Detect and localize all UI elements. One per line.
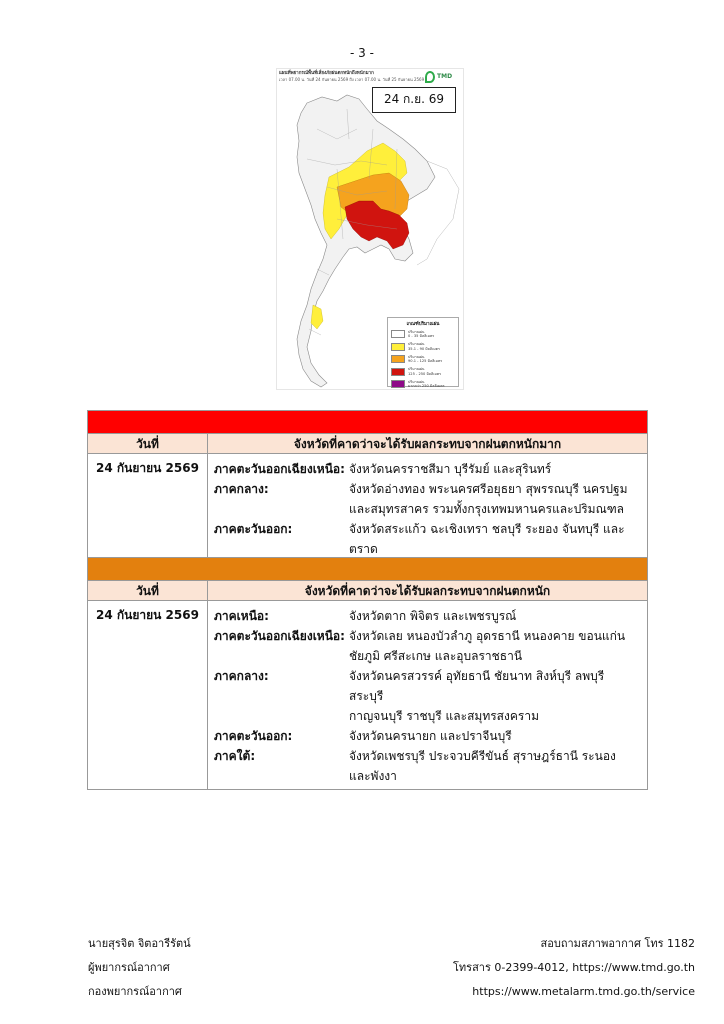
region-provinces	[349, 666, 641, 726]
forecaster-title: ผู้พยากรณ์อากาศ	[88, 961, 170, 974]
heavy-rain-table	[87, 557, 648, 790]
legend-item	[391, 354, 455, 365]
region-provinces	[349, 626, 641, 666]
province-line: จังหวัดเพชรบุรี ประจวบคีรีขันธ์ สุราษฎร์ธานี ระนอง	[349, 749, 616, 763]
header-provinces: จังหวัดที่คาดว่าจะได้รับผลกระทบจากฝนตกหนักมาก	[293, 437, 562, 451]
legend-label: ปริมาณฝน 0 - 35 มิลลิเมตร	[408, 329, 435, 338]
very-heavy-rain-table	[87, 410, 648, 563]
page-number: - 3 -	[350, 46, 374, 60]
province-line: จังหวัดเลย หนองบัวลำภู อุดรธานี หนองคาย ขอนแก่น	[349, 629, 626, 643]
map-legend	[387, 317, 459, 387]
contact-fax-website[interactable]: โทรสาร 0-2399-4012, https://www.tmd.go.th	[453, 961, 695, 974]
legend-label: ปริมาณฝน 90.1 - 125 มิลลิเมตร	[408, 354, 443, 363]
contact-phone: สอบถามสภาพอากาศ โทร 1182	[540, 937, 695, 950]
province-line: จังหวัดตาก พิจิตร และเพชรบูรณ์	[349, 609, 517, 623]
forecaster-name: นายสุรจิต จิตอารีรัตน์	[88, 937, 191, 950]
map-zone-yellow-south	[311, 305, 323, 329]
legend-title: เกณฑ์ปริมาณฝน	[406, 322, 440, 327]
legend-label: ปริมาณฝน 125 - 250 มิลลิเมตร	[408, 367, 442, 376]
region-provinces	[349, 726, 641, 746]
region-row	[214, 606, 641, 626]
region-provinces	[349, 459, 641, 479]
forecaster-division: กองพยากรณ์อากาศ	[88, 985, 182, 998]
region-name: ภาคตะวันออกเฉียงเหนือ:	[214, 629, 345, 643]
legend-swatch	[391, 343, 405, 351]
header-date: วันที่	[88, 434, 208, 453]
region-name: ภาคกลาง:	[214, 669, 269, 683]
region-name: ภาคตะวันออก:	[214, 729, 293, 743]
region-name: ภาคตะวันออก:	[214, 522, 293, 536]
region-row	[214, 519, 641, 559]
region-list	[208, 454, 647, 562]
province-line: และพังงา	[349, 769, 397, 783]
region-provinces	[349, 606, 641, 626]
region-provinces	[349, 519, 641, 559]
region-row	[214, 479, 641, 519]
legend-swatch	[391, 355, 405, 363]
region-provinces	[349, 746, 641, 786]
province-line: และสมุทรสาคร รวมทั้งกรุงเทพมหานครและปริมณฑล	[349, 502, 625, 516]
table-header	[88, 580, 647, 601]
table-row	[88, 601, 647, 789]
province-line: กาญจนบุรี ราชบุรี และสมุทรสงคราม	[349, 709, 539, 723]
contact-service-link[interactable]: https://www.metalarm.tmd.go.th/service	[472, 985, 695, 998]
region-name: ภาคใต้:	[214, 749, 256, 763]
row-date: 24 กันยายน 2569	[88, 601, 208, 789]
map-subtitle: เวลา 07.00 น. วันที่ 24 กันยายน 2569 ถึง เวลา 07.00 น. วันที่ 25 กันยายน 2569	[279, 77, 425, 82]
tmd-logo-icon	[425, 71, 435, 83]
heavy-rain-band	[88, 558, 647, 580]
map-date-label: 24 ก.ย. 69	[372, 87, 456, 113]
table-header	[88, 433, 647, 454]
legend-item	[391, 379, 455, 390]
province-line: จังหวัดนครนายก และปราจีนบุรี	[349, 729, 512, 743]
rainfall-risk-map	[276, 68, 464, 390]
region-row	[214, 626, 641, 666]
legend-item	[391, 329, 455, 340]
very-heavy-rain-band	[88, 411, 647, 433]
legend-item	[391, 366, 455, 377]
region-list	[208, 601, 647, 789]
header-provinces: จังหวัดที่คาดว่าจะได้รับผลกระทบจากฝนตกหนัก	[304, 584, 551, 598]
legend-swatch	[391, 380, 405, 388]
region-name: ภาคตะวันออกเฉียงเหนือ:	[214, 462, 345, 476]
table-row	[88, 454, 647, 562]
tmd-logo-text: TMD	[437, 73, 453, 80]
footer-forecaster	[88, 932, 191, 1004]
footer-contact	[453, 932, 695, 1004]
region-row	[214, 666, 641, 726]
province-line: จังหวัดอ่างทอง พระนครศรีอยุธยา สุพรรณบุรี นครปฐม	[349, 482, 628, 496]
province-line: จังหวัดนครราชสีมา บุรีรัมย์ และสุรินทร์	[349, 462, 552, 476]
legend-label: ปริมาณฝน มากกว่า 250 มิลลิเมตร	[408, 379, 445, 388]
legend-swatch	[391, 368, 405, 376]
region-provinces	[349, 479, 641, 519]
map-title: แผนที่พยากรณ์พื้นที่เสี่ยงภัยฝนตกหนักถึงหนักมาก	[279, 71, 374, 76]
region-row	[214, 726, 641, 746]
province-line: จังหวัดนครสวรรค์ อุทัยธานี ชัยนาท สิงห์บุรี ลพบุรี สระบุรี	[349, 669, 605, 703]
row-date: 24 กันยายน 2569	[88, 454, 208, 562]
province-line: จังหวัดสระแก้ว ฉะเชิงเทรา ชลบุรี ระยอง จันทบุรี และตราด	[349, 522, 625, 556]
region-name: ภาคกลาง:	[214, 482, 269, 496]
region-row	[214, 459, 641, 479]
legend-item	[391, 341, 455, 352]
legend-label: ปริมาณฝน 35.1 - 90 มิลลิเมตร	[408, 342, 440, 351]
region-name: ภาคเหนือ:	[214, 609, 269, 623]
legend-swatch	[391, 330, 405, 338]
header-date: วันที่	[88, 581, 208, 600]
province-line: ชัยภูมิ ศรีสะเกษ และอุบลราชธานี	[349, 649, 523, 663]
region-row	[214, 746, 641, 786]
